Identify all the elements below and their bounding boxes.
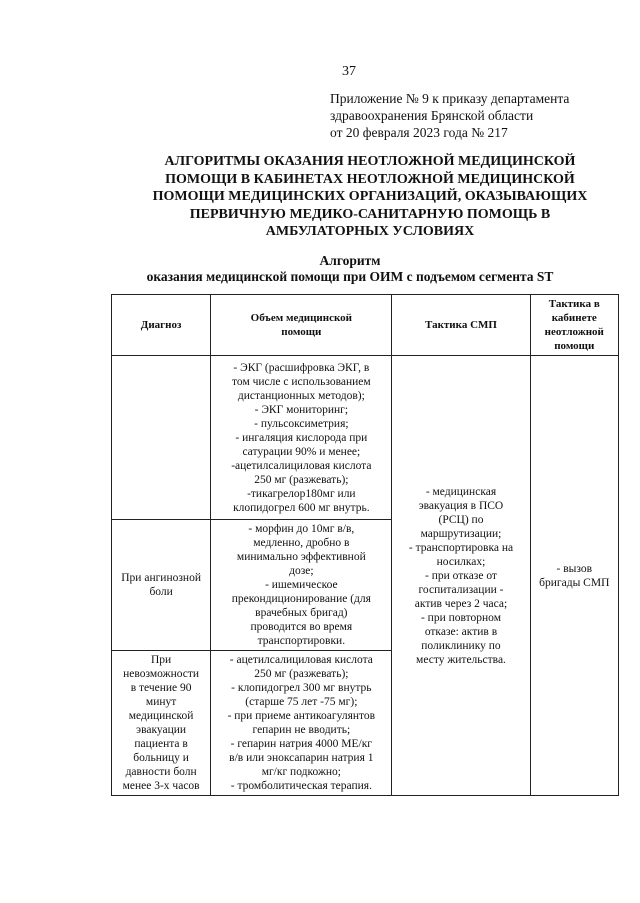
title-line: АЛГОРИТМЫ ОКАЗАНИЯ НЕОТЛОЖНОЙ МЕДИЦИНСКОЙ (164, 154, 576, 169)
subtitle-line: оказания медицинской помощи при ОИМ с подъемом сегмента ST (146, 269, 554, 284)
appendix-line: здравоохранения Брянской области (330, 108, 534, 123)
subtitle-line: Алгоритм (319, 253, 381, 268)
appendix-header (330, 90, 569, 141)
smp-tactics-cell: - медицинская эвакуация в ПСО (РСЦ) по маршрутизации; - транспортировка на носилках; - при отказе от госпитализации - актив через 2 часа; - при повторном отказе: актив в поликлинику по месту жительства. (392, 356, 530, 796)
header-office-tactics: Тактика в кабинете неотложной помощи (530, 295, 618, 356)
header-diagnosis: Диагноз (112, 295, 211, 356)
appendix-line: Приложение № 9 к приказу департамента (330, 91, 570, 106)
diagnosis-cell: При ангинозной боли (112, 520, 211, 651)
volume-cell: - ЭКГ (расшифровка ЭКГ, в том числе с использованием дистанционных методов); - ЭКГ мониторинг; - пульсоксиметрия; - ингаляция кислорода при сатурации 90% и менее; -ацетилсалициловая кислота 250 мг (разжевать); -тикагрелор180мг или клопидогрел 600 мг внутрь. (211, 356, 392, 520)
appendix-line: от 20 февраля 2023 года № 217 (330, 125, 508, 140)
diagnosis-cell (112, 356, 211, 520)
title-line: ПОМОЩИ В КАБИНЕТАХ НЕОТЛОЖНОЙ МЕДИЦИНСКОЙ (165, 171, 575, 187)
title-line: ПЕРВИЧНУЮ МЕДИКО-САНИТАРНУЮ ПОМОЩЬ В (189, 206, 551, 222)
header-smp-tactics: Тактика СМП (392, 295, 530, 356)
table-row (112, 356, 619, 520)
header-volume: Объем медицинской помощи (211, 295, 392, 356)
algorithm-table (111, 294, 619, 796)
algorithm-subtitle (110, 253, 590, 285)
diagnosis-cell: При невозможности в течение 90 минут медицинской эвакуации пациента в больницу и давности болн менее 3-х часов (112, 651, 211, 796)
volume-cell: - ацетилсалициловая кислота 250 мг (разжевать); - клопидогрел 300 мг внутрь (старше 75 лет -75 мг); - при приеме антикоагулянтов гепарин не вводить; - гепарин натрия 4000 МЕ/кг в/в или эноксапарин натрия 1 мг/кг подкожно; - тромболитическая терапия. (211, 651, 392, 796)
volume-cell: - морфин до 10мг в/в, медленно, дробно в минимально эффективной дозе; - ишемическое прекондиционирование (для врачебных бригад) проводится во время транспортировки. (211, 520, 392, 651)
title-line: ПОМОЩИ МЕДИЦИНСКИХ ОРГАНИЗАЦИЙ, ОКАЗЫВАЮЩИХ (152, 189, 588, 204)
page-number: 37 (342, 64, 356, 79)
document-title (120, 153, 620, 241)
title-line: АМБУЛАТОРНЫХ УСЛОВИЯХ (265, 224, 475, 239)
table-header-row (112, 295, 619, 356)
office-tactics-cell: - вызов бригады СМП (530, 356, 618, 796)
